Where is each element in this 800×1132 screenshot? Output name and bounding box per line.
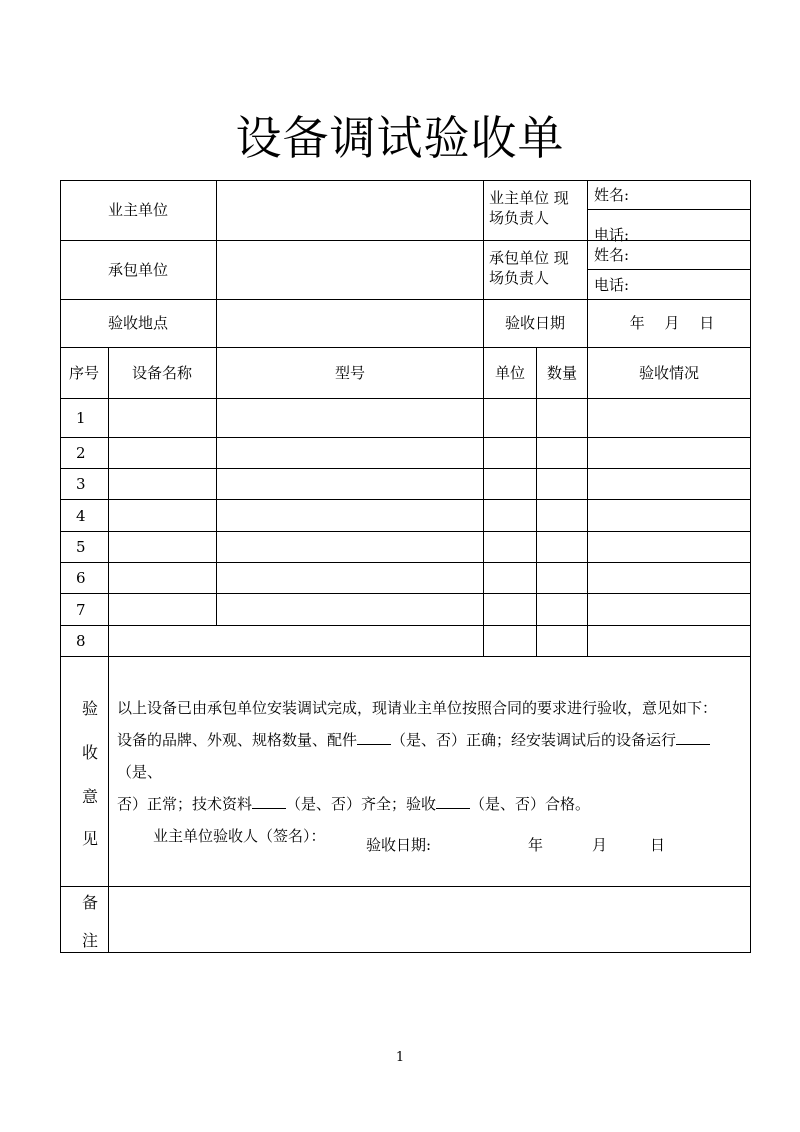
contractor-unit-value[interactable] <box>220 244 480 296</box>
owner-unit-value[interactable] <box>220 184 480 236</box>
remarks-value[interactable] <box>113 890 745 948</box>
opinion-side-char: 意 <box>81 787 99 806</box>
owner-unit-label: 业主单位 <box>107 201 169 219</box>
contractor-rep-label: 承包单位 现场负责人 <box>489 249 569 287</box>
opinion-line-3: 否）正常；技术资料 （是、否）齐全；验收 （是、否）合格。 <box>117 795 591 813</box>
docs-check-blank[interactable] <box>252 794 286 809</box>
col-header-qty: 数量 <box>546 364 578 382</box>
opinion-date-label: 验收日期: <box>366 836 432 854</box>
date-placeholder[interactable]: 年 月 日 <box>629 314 715 332</box>
table-row-index: 6 <box>76 569 86 587</box>
accept-check-blank[interactable] <box>436 794 470 809</box>
opinion-line-2: 设备的品牌、外观、规格数量、配件 （是、否）正确；经安装调试后的设备运行（是、 <box>117 724 745 788</box>
col-header-index: 序号 <box>68 364 100 382</box>
table-row-index: 7 <box>76 601 86 619</box>
location-value[interactable] <box>220 304 480 342</box>
col-header-device: 设备名称 <box>131 364 193 382</box>
signer-label: 业主单位验收人（签名）： <box>153 827 326 845</box>
col-header-model: 型号 <box>334 364 366 382</box>
contractor-unit-label: 承包单位 <box>107 261 169 279</box>
table-row-index: 2 <box>76 444 86 462</box>
opinion-day: 日 <box>650 836 666 854</box>
opinion-year: 年 <box>528 836 544 854</box>
table-row-index: 3 <box>76 475 86 493</box>
contractor-phone-label: 电话: <box>594 276 630 294</box>
table-row-index: 8 <box>76 632 86 650</box>
owner-rep-label: 业主单位 现场负责人 <box>489 189 569 227</box>
page-number: 1 <box>395 1050 405 1065</box>
date-label: 验收日期 <box>504 314 566 332</box>
col-header-status: 验收情况 <box>638 364 700 382</box>
table-row-index: 5 <box>76 538 86 556</box>
opinion-side-char: 收 <box>81 743 99 762</box>
acceptance-form <box>60 180 750 952</box>
opinion-month: 月 <box>592 836 608 854</box>
opinion-side-char: 见 <box>81 829 99 848</box>
opinion-side-char: 验 <box>81 699 99 718</box>
col-header-unit: 单位 <box>494 364 526 382</box>
run-check-blank[interactable] <box>676 730 710 745</box>
owner-phone-label: 电话: <box>594 226 630 244</box>
contractor-name-label: 姓名: <box>594 246 630 264</box>
page-title: 设备调试验收单 <box>235 111 565 165</box>
table-row-index: 1 <box>76 409 86 427</box>
remarks-side-char: 注 <box>81 931 99 950</box>
owner-name-label: 姓名: <box>594 186 630 204</box>
brand-check-blank[interactable] <box>357 730 391 745</box>
opinion-text <box>117 692 745 852</box>
table-row-index: 4 <box>76 507 86 525</box>
opinion-line-1: 以上设备已由承包单位安装调试完成，现请业主单位按照合同的要求进行验收，意见如下： <box>117 699 718 717</box>
location-label: 验收地点 <box>107 314 169 332</box>
remarks-side-char: 备 <box>81 893 99 912</box>
